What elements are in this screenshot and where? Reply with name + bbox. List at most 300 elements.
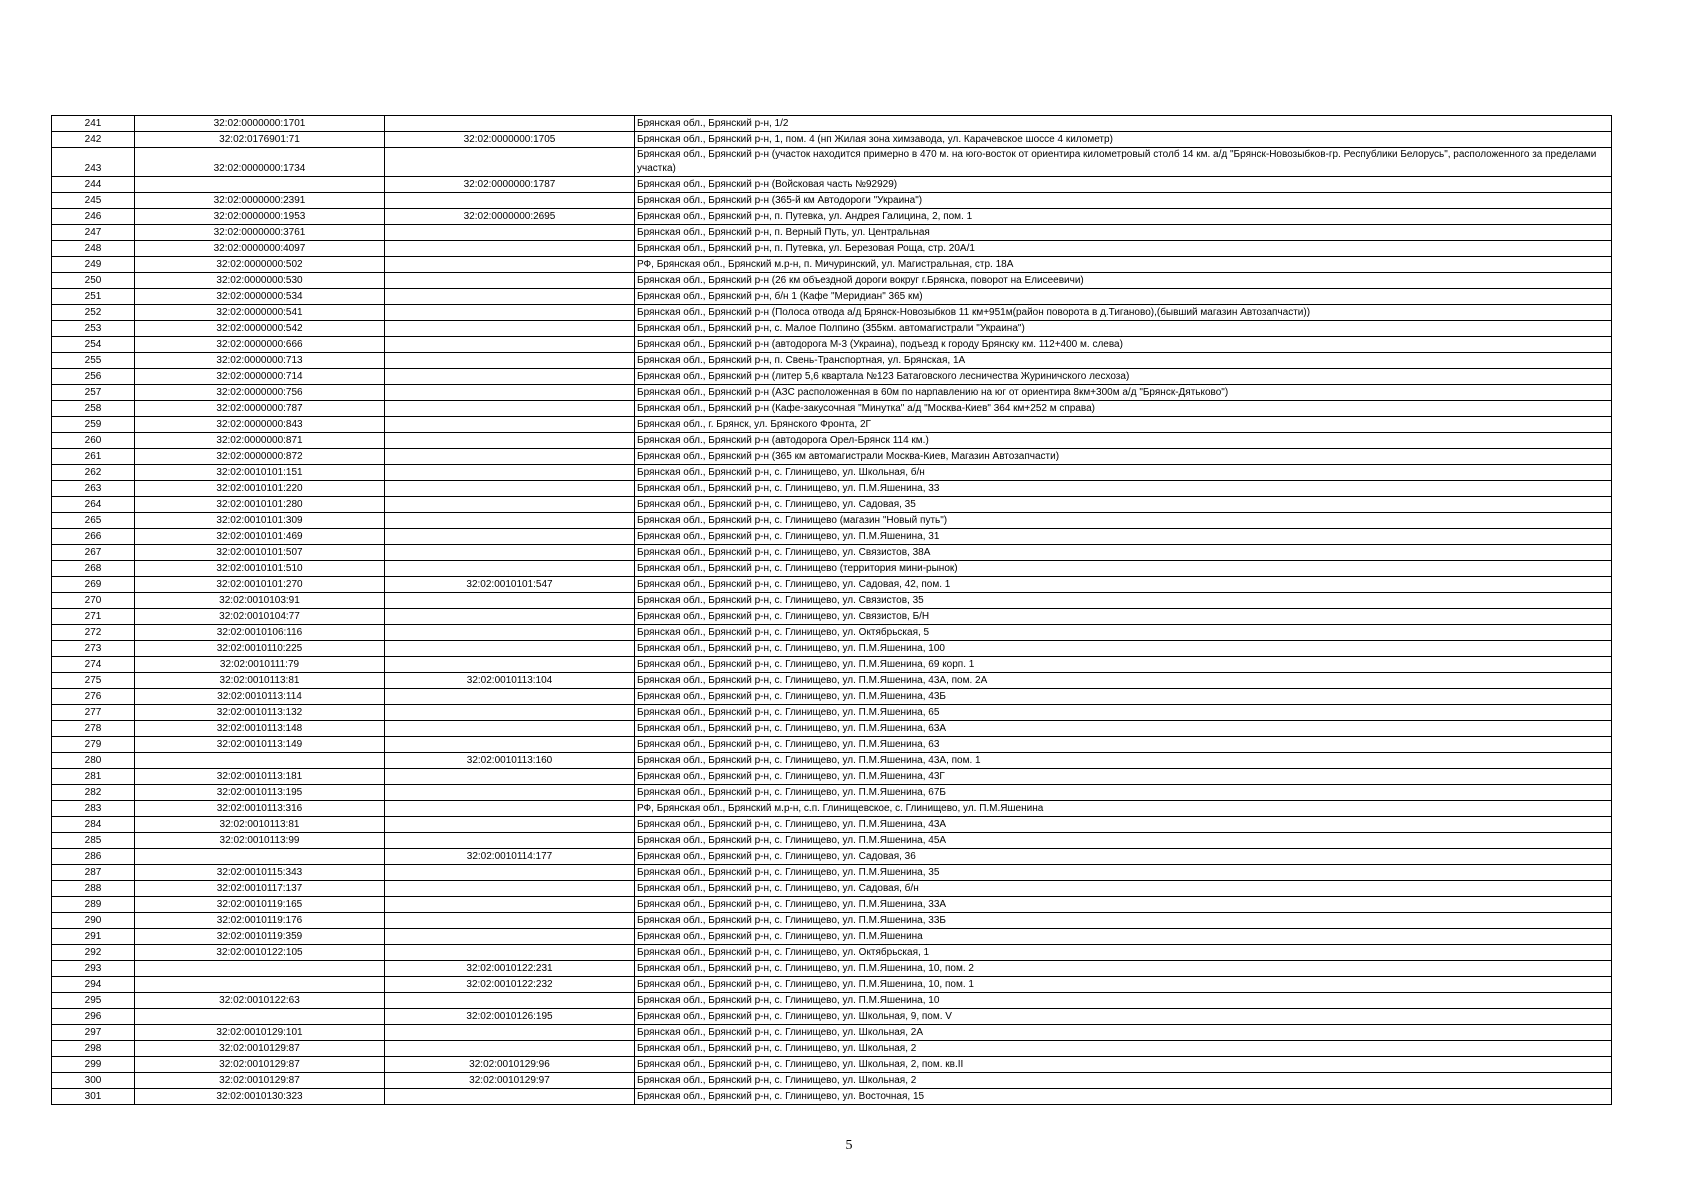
table-row (52, 241, 1612, 257)
address-cell: Брянская обл., Брянский р-н (АЗС расположенная в 60м по нарпавлению на юг от ориентира 8км+300м а/д "Брянск-Дятьково") (635, 385, 1612, 401)
cadastral-number-land (135, 1009, 385, 1025)
row-number: 268 (52, 561, 135, 577)
row-number: 292 (52, 945, 135, 961)
row-number: 301 (52, 1089, 135, 1105)
cadastral-number-land (135, 753, 385, 769)
table-row (52, 753, 1612, 769)
cadastral-number-land: 32:02:0176901:71 (135, 132, 385, 148)
address-cell: Брянская обл., Брянский р-н, с. Глинищево, ул. П.М.Яшенина, 43Г (635, 769, 1612, 785)
cadastral-number-land: 32:02:0000000:1701 (135, 116, 385, 132)
address-cell: Брянская обл., Брянский р-н (участок находится примерно в 470 м. на юго-восток от ориентира километровый столб 14 км. а/д "Брянск-Новозыбков-гр. Республики Белорусь", расположенного за пределами участка) (635, 148, 1612, 177)
cadastral-number-object (385, 321, 635, 337)
cadastral-number-object (385, 148, 635, 177)
cadastral-number-object (385, 337, 635, 353)
row-number: 258 (52, 401, 135, 417)
table-row (52, 417, 1612, 433)
row-number: 275 (52, 673, 135, 689)
row-number: 265 (52, 513, 135, 529)
cadastral-number-land: 32:02:0010113:81 (135, 817, 385, 833)
cadastral-number-land: 32:02:0000000:872 (135, 449, 385, 465)
cadastral-number-object (385, 913, 635, 929)
table-row (52, 913, 1612, 929)
row-number: 276 (52, 689, 135, 705)
address-cell: Брянская обл., Брянский р-н, с. Глинищево, ул. П.М.Яшенина, 10 (635, 993, 1612, 1009)
row-number: 299 (52, 1057, 135, 1073)
cadastral-number-object (385, 705, 635, 721)
table-row (52, 257, 1612, 273)
row-number: 272 (52, 625, 135, 641)
cadastral-number-object (385, 257, 635, 273)
table-row (52, 353, 1612, 369)
cadastral-number-land: 32:02:0000000:542 (135, 321, 385, 337)
cadastral-number-object: 32:02:0010129:97 (385, 1073, 635, 1089)
cadastral-number-land: 32:02:0010113:181 (135, 769, 385, 785)
address-cell: Брянская обл., Брянский р-н, с. Глинищево, ул. Восточная, 15 (635, 1089, 1612, 1105)
address-cell: Брянская обл., Брянский р-н, с. Глинищево, ул. Садовая, 42, пом. 1 (635, 577, 1612, 593)
address-cell: Брянская обл., Брянский р-н (литер 5,6 квартала №123 Батаговского лесничества Журиничского лесхоза) (635, 369, 1612, 385)
table-row (52, 929, 1612, 945)
cadastral-number-object: 32:02:0000000:2695 (385, 209, 635, 225)
cadastral-number-land: 32:02:0010122:105 (135, 945, 385, 961)
cadastral-number-land: 32:02:0000000:534 (135, 289, 385, 305)
cadastral-number-land (135, 177, 385, 193)
cadastral-number-object (385, 401, 635, 417)
cadastral-number-land: 32:02:0010113:149 (135, 737, 385, 753)
cadastral-number-land (135, 849, 385, 865)
cadastral-number-land: 32:02:0000000:871 (135, 433, 385, 449)
cadastral-number-object (385, 241, 635, 257)
address-cell: Брянская обл., Брянский р-н, с. Глинищево, ул. П.М.Яшенина, 100 (635, 641, 1612, 657)
table-row (52, 833, 1612, 849)
cadastral-number-land: 32:02:0010119:359 (135, 929, 385, 945)
row-number: 253 (52, 321, 135, 337)
table-row (52, 657, 1612, 673)
table-row (52, 593, 1612, 609)
table-row (52, 529, 1612, 545)
cadastral-number-object (385, 737, 635, 753)
address-cell: Брянская обл., Брянский р-н, п. Путевка, ул. Березовая Роща, стр. 20А/1 (635, 241, 1612, 257)
table-body (52, 116, 1612, 1105)
row-number: 297 (52, 1025, 135, 1041)
row-number: 241 (52, 116, 135, 132)
table-row (52, 545, 1612, 561)
cadastral-number-object (385, 817, 635, 833)
cadastral-number-object (385, 353, 635, 369)
cadastral-number-land: 32:02:0010104:77 (135, 609, 385, 625)
table-row (52, 225, 1612, 241)
cadastral-number-object: 32:02:0010101:547 (385, 577, 635, 593)
cadastral-number-object (385, 625, 635, 641)
row-number: 244 (52, 177, 135, 193)
row-number: 248 (52, 241, 135, 257)
address-cell: Брянская обл., Брянский р-н, с. Глинищево, ул. Школьная, 9, пом. V (635, 1009, 1612, 1025)
cadastral-number-land: 32:02:0000000:714 (135, 369, 385, 385)
cadastral-number-land: 32:02:0010101:151 (135, 465, 385, 481)
row-number: 263 (52, 481, 135, 497)
cadastral-number-object: 32:02:0010113:160 (385, 753, 635, 769)
cadastral-number-object (385, 289, 635, 305)
cadastral-number-object (385, 865, 635, 881)
table-row (52, 193, 1612, 209)
table-row (52, 289, 1612, 305)
address-cell: Брянская обл., Брянский р-н, с. Глинищево, ул. П.М.Яшенина, 43А, пом. 2А (635, 673, 1612, 689)
address-cell: Брянская обл., Брянский р-н (26 км объездной дороги вокруг г.Брянска, поворот на Елисеевичи) (635, 273, 1612, 289)
table-row (52, 897, 1612, 913)
table-row (52, 705, 1612, 721)
cadastral-number-land: 32:02:0010113:99 (135, 833, 385, 849)
table-row (52, 689, 1612, 705)
address-cell: Брянская обл., Брянский р-н, п. Путевка, ул. Андрея Галицина, 2, пом. 1 (635, 209, 1612, 225)
cadastral-number-object (385, 225, 635, 241)
cadastral-number-object: 32:02:0010113:104 (385, 673, 635, 689)
row-number: 283 (52, 801, 135, 817)
cadastral-number-object (385, 465, 635, 481)
cadastral-number-land: 32:02:0010129:87 (135, 1041, 385, 1057)
table-row (52, 817, 1612, 833)
address-cell: Брянская обл., Брянский р-н (365-й км Автодороги "Украина") (635, 193, 1612, 209)
cadastral-number-land: 32:02:0010101:309 (135, 513, 385, 529)
cadastral-number-land: 32:02:0010117:137 (135, 881, 385, 897)
row-number: 296 (52, 1009, 135, 1025)
address-cell: Брянская обл., Брянский р-н, с. Глинищево, ул. Школьная, 2А (635, 1025, 1612, 1041)
address-cell: Брянская обл., Брянский р-н (Кафе-закусочная "Минутка" а/д "Москва-Киев" 364 км+252 м справа) (635, 401, 1612, 417)
cadastral-number-land: 32:02:0010113:81 (135, 673, 385, 689)
table-row (52, 305, 1612, 321)
row-number: 261 (52, 449, 135, 465)
address-cell: Брянская обл., Брянский р-н, с. Глинищево, ул. П.М.Яшенина, 33Б (635, 913, 1612, 929)
table-row (52, 148, 1612, 177)
row-number: 293 (52, 961, 135, 977)
table-row (52, 1025, 1612, 1041)
row-number: 250 (52, 273, 135, 289)
table-row (52, 273, 1612, 289)
address-cell: Брянская обл., Брянский р-н, с. Глинищево, ул. П.М.Яшенина, 33А (635, 897, 1612, 913)
row-number: 249 (52, 257, 135, 273)
table-row (52, 737, 1612, 753)
cadastral-number-land: 32:02:0010129:87 (135, 1073, 385, 1089)
cadastral-number-object (385, 561, 635, 577)
address-cell: Брянская обл., Брянский р-н (Войсковая часть №92929) (635, 177, 1612, 193)
cadastral-number-land: 32:02:0010113:132 (135, 705, 385, 721)
table-row (52, 769, 1612, 785)
table-row (52, 577, 1612, 593)
row-number: 245 (52, 193, 135, 209)
cadastral-number-land: 32:02:0010119:165 (135, 897, 385, 913)
cadastral-number-object (385, 929, 635, 945)
table-row (52, 673, 1612, 689)
cadastral-number-land: 32:02:0000000:1734 (135, 148, 385, 177)
cadastral-number-land: 32:02:0010122:63 (135, 993, 385, 1009)
cadastral-number-object (385, 1041, 635, 1057)
table-row (52, 209, 1612, 225)
table-row (52, 481, 1612, 497)
table-row (52, 961, 1612, 977)
row-number: 257 (52, 385, 135, 401)
address-cell: Брянская обл., Брянский р-н, с. Глинищево, ул. П.М.Яшенина, 63А (635, 721, 1612, 737)
row-number: 294 (52, 977, 135, 993)
row-number: 264 (52, 497, 135, 513)
table-row (52, 433, 1612, 449)
address-cell: Брянская обл., Брянский р-н, с. Глинищево, ул. Школьная, 2, пом. кв.II (635, 1057, 1612, 1073)
table-row (52, 1073, 1612, 1089)
cadastral-number-object (385, 116, 635, 132)
cadastral-number-object (385, 385, 635, 401)
cadastral-number-land: 32:02:0010101:507 (135, 545, 385, 561)
table-row (52, 625, 1612, 641)
address-cell: Брянская обл., Брянский р-н, с. Глинищево, ул. Садовая, 35 (635, 497, 1612, 513)
cadastral-number-object (385, 657, 635, 673)
cadastral-number-land: 32:02:0000000:843 (135, 417, 385, 433)
table-row (52, 801, 1612, 817)
table-row (52, 1089, 1612, 1105)
address-cell: Брянская обл., Брянский р-н, 1/2 (635, 116, 1612, 132)
row-number: 242 (52, 132, 135, 148)
cadastral-number-land: 32:02:0010113:195 (135, 785, 385, 801)
address-cell: Брянская обл., Брянский р-н, с. Глинищево, ул. П.М.Яшенина, 10, пом. 2 (635, 961, 1612, 977)
cadastral-number-land: 32:02:0010101:510 (135, 561, 385, 577)
cadastral-number-object (385, 881, 635, 897)
cadastral-number-land: 32:02:0010129:87 (135, 1057, 385, 1073)
cadastral-number-land: 32:02:0010110:225 (135, 641, 385, 657)
cadastral-number-land: 32:02:0000000:1953 (135, 209, 385, 225)
cadastral-number-land: 32:02:0000000:4097 (135, 241, 385, 257)
address-cell: Брянская обл., Брянский р-н, с. Глинищево, ул. П.М.Яшенина, 10, пом. 1 (635, 977, 1612, 993)
address-cell: Брянская обл., Брянский р-н, с. Глинищево, ул. П.М.Яшенина, 43А (635, 817, 1612, 833)
row-number: 254 (52, 337, 135, 353)
address-cell: Брянская обл., Брянский р-н (365 км автомагистрали Москва-Киев, Магазин Автозапчасти) (635, 449, 1612, 465)
table-row (52, 865, 1612, 881)
cadastral-number-land: 32:02:0010129:101 (135, 1025, 385, 1041)
table-row (52, 513, 1612, 529)
row-number: 286 (52, 849, 135, 865)
cadastral-number-object: 32:02:0000000:1787 (385, 177, 635, 193)
row-number: 251 (52, 289, 135, 305)
address-cell: Брянская обл., Брянский р-н, с. Глинищево, ул. П.М.Яшенина, 43Б (635, 689, 1612, 705)
address-cell: Брянская обл., Брянский р-н, с. Глинищево (территория мини-рынок) (635, 561, 1612, 577)
cadastral-number-object (385, 801, 635, 817)
table-row (52, 849, 1612, 865)
cadastral-table (51, 115, 1612, 1105)
cadastral-number-object: 32:02:0010114:177 (385, 849, 635, 865)
row-number: 280 (52, 753, 135, 769)
table-row (52, 465, 1612, 481)
row-number: 262 (52, 465, 135, 481)
address-cell: Брянская обл., Брянский р-н, с. Глинищево (магазин "Новый путь") (635, 513, 1612, 529)
row-number: 271 (52, 609, 135, 625)
cadastral-number-object (385, 529, 635, 545)
row-number: 273 (52, 641, 135, 657)
cadastral-number-object (385, 481, 635, 497)
cadastral-number-object (385, 193, 635, 209)
table-row (52, 337, 1612, 353)
row-number: 288 (52, 881, 135, 897)
cadastral-number-object: 32:02:0010122:231 (385, 961, 635, 977)
row-number: 279 (52, 737, 135, 753)
cadastral-number-object (385, 369, 635, 385)
cadastral-number-object (385, 433, 635, 449)
cadastral-number-object (385, 593, 635, 609)
row-number: 290 (52, 913, 135, 929)
cadastral-number-object (385, 993, 635, 1009)
table-row (52, 132, 1612, 148)
table-row (52, 369, 1612, 385)
row-number: 259 (52, 417, 135, 433)
cadastral-number-land: 32:02:0000000:713 (135, 353, 385, 369)
cadastral-number-land: 32:02:0010111:79 (135, 657, 385, 673)
row-number: 287 (52, 865, 135, 881)
address-cell: Брянская обл., Брянский р-н, 1, пом. 4 (нп Жилая зона химзавода, ул. Карачевское шоссе 4 километр) (635, 132, 1612, 148)
row-number: 289 (52, 897, 135, 913)
row-number: 285 (52, 833, 135, 849)
cadastral-number-land: 32:02:0010101:270 (135, 577, 385, 593)
table-row (52, 1009, 1612, 1025)
address-cell: Брянская обл., Брянский р-н, с. Глинищево, ул. Связистов, 35 (635, 593, 1612, 609)
row-number: 300 (52, 1073, 135, 1089)
address-cell: Брянская обл., Брянский р-н (Полоса отвода а/д Брянск-Новозыбков 11 км+951м(район поворота в д.Тиганово),(бывший магазин Автозапчасти)) (635, 305, 1612, 321)
row-number: 298 (52, 1041, 135, 1057)
cadastral-number-land: 32:02:0010101:220 (135, 481, 385, 497)
address-cell: РФ, Брянская обл., Брянский м.р-н, с.п. Глинищевское, с. Глинищево, ул. П.М.Яшенина (635, 801, 1612, 817)
table-row (52, 977, 1612, 993)
table-row (52, 609, 1612, 625)
table-row (52, 116, 1612, 132)
row-number: 270 (52, 593, 135, 609)
cadastral-number-object (385, 497, 635, 513)
cadastral-number-land: 32:02:0000000:3761 (135, 225, 385, 241)
row-number: 291 (52, 929, 135, 945)
cadastral-number-object: 32:02:0010122:232 (385, 977, 635, 993)
table-row (52, 401, 1612, 417)
table-row (52, 945, 1612, 961)
row-number: 274 (52, 657, 135, 673)
address-cell: Брянская обл., Брянский р-н, с. Глинищево, ул. Связистов, 38А (635, 545, 1612, 561)
cadastral-number-object: 32:02:0010129:96 (385, 1057, 635, 1073)
row-number: 255 (52, 353, 135, 369)
address-cell: Брянская обл., Брянский р-н, с. Глинищево, ул. Садовая, б/н (635, 881, 1612, 897)
cadastral-number-land: 32:02:0010130:323 (135, 1089, 385, 1105)
table-row (52, 1041, 1612, 1057)
address-cell: Брянская обл., Брянский р-н, с. Глинищево, ул. Октябрьская, 5 (635, 625, 1612, 641)
table-row (52, 1057, 1612, 1073)
row-number: 247 (52, 225, 135, 241)
cadastral-number-object (385, 1089, 635, 1105)
cadastral-number-land (135, 977, 385, 993)
cadastral-number-land: 32:02:0000000:666 (135, 337, 385, 353)
cadastral-number-land: 32:02:0010106:116 (135, 625, 385, 641)
cadastral-number-land: 32:02:0000000:541 (135, 305, 385, 321)
row-number: 295 (52, 993, 135, 1009)
address-cell: Брянская обл., Брянский р-н, с. Глинищево, ул. П.М.Яшенина, 67Б (635, 785, 1612, 801)
cadastral-number-land: 32:02:0010113:148 (135, 721, 385, 737)
cadastral-number-land (135, 961, 385, 977)
table-row (52, 497, 1612, 513)
address-cell: Брянская обл., Брянский р-н, с. Глинищево, ул. Связистов, Б/Н (635, 609, 1612, 625)
row-number: 256 (52, 369, 135, 385)
row-number: 260 (52, 433, 135, 449)
cadastral-number-object (385, 609, 635, 625)
cadastral-number-land: 32:02:0000000:2391 (135, 193, 385, 209)
row-number: 246 (52, 209, 135, 225)
row-number: 243 (52, 148, 135, 177)
table-row (52, 385, 1612, 401)
cadastral-number-object (385, 417, 635, 433)
cadastral-number-object (385, 689, 635, 705)
table-row (52, 641, 1612, 657)
cadastral-number-land: 32:02:0010119:176 (135, 913, 385, 929)
address-cell: Брянская обл., Брянский р-н, б/н 1 (Кафе "Меридиан" 365 км) (635, 289, 1612, 305)
cadastral-number-land: 32:02:0010103:91 (135, 593, 385, 609)
cadastral-number-land: 32:02:0000000:502 (135, 257, 385, 273)
table-row (52, 561, 1612, 577)
address-cell: Брянская обл., Брянский р-н, с. Глинищево, ул. П.М.Яшенина, 35 (635, 865, 1612, 881)
cadastral-number-object (385, 513, 635, 529)
cadastral-number-object (385, 833, 635, 849)
row-number: 282 (52, 785, 135, 801)
address-cell: РФ, Брянская обл., Брянский м.р-н, п. Мичуринский, ул. Магистральная, стр. 18А (635, 257, 1612, 273)
cadastral-number-object (385, 449, 635, 465)
cadastral-number-land: 32:02:0010115:343 (135, 865, 385, 881)
address-cell: Брянская обл., Брянский р-н, с. Глинищево, ул. Школьная, б/н (635, 465, 1612, 481)
cadastral-number-object (385, 273, 635, 289)
page-number: 5 (845, 1138, 853, 1153)
address-cell: Брянская обл., Брянский р-н (автодорога Орел-Брянск 114 км.) (635, 433, 1612, 449)
address-cell: Брянская обл., Брянский р-н, с. Глинищево, ул. П.М.Яшенина, 65 (635, 705, 1612, 721)
cadastral-number-object (385, 769, 635, 785)
address-cell: Брянская обл., Брянский р-н, с. Глинищево, ул. П.М.Яшенина (635, 929, 1612, 945)
table-row (52, 993, 1612, 1009)
cadastral-number-object (385, 785, 635, 801)
table-row (52, 177, 1612, 193)
cadastral-number-land: 32:02:0010113:114 (135, 689, 385, 705)
cadastral-number-object: 32:02:0010126:195 (385, 1009, 635, 1025)
row-number: 252 (52, 305, 135, 321)
address-cell: Брянская обл., Брянский р-н, с. Глинищево, ул. П.М.Яшенина, 69 корп. 1 (635, 657, 1612, 673)
address-cell: Брянская обл., Брянский р-н, с. Глинищево, ул. Школьная, 2 (635, 1073, 1612, 1089)
cadastral-number-land: 32:02:0010113:316 (135, 801, 385, 817)
address-cell: Брянская обл., Брянский р-н, с. Глинищево, ул. Октябрьская, 1 (635, 945, 1612, 961)
table-row (52, 449, 1612, 465)
row-number: 267 (52, 545, 135, 561)
address-cell: Брянская обл., г. Брянск, ул. Брянского Фронта, 2Г (635, 417, 1612, 433)
row-number: 281 (52, 769, 135, 785)
address-cell: Брянская обл., Брянский р-н, с. Глинищево, ул. П.М.Яшенина, 43А, пом. 1 (635, 753, 1612, 769)
cadastral-number-object (385, 641, 635, 657)
row-number: 269 (52, 577, 135, 593)
address-cell: Брянская обл., Брянский р-н, с. Глинищево, ул. П.М.Яшенина, 31 (635, 529, 1612, 545)
cadastral-number-land: 32:02:0000000:530 (135, 273, 385, 289)
row-number: 278 (52, 721, 135, 737)
cadastral-number-object (385, 545, 635, 561)
address-cell: Брянская обл., Брянский р-н, с. Глинищево, ул. П.М.Яшенина, 63 (635, 737, 1612, 753)
address-cell: Брянская обл., Брянский р-н, п. Верный Путь, ул. Центральная (635, 225, 1612, 241)
cadastral-number-object (385, 945, 635, 961)
table-row (52, 785, 1612, 801)
cadastral-number-land: 32:02:0010101:280 (135, 497, 385, 513)
address-cell: Брянская обл., Брянский р-н, п. Свень-Транспортная, ул. Брянская, 1А (635, 353, 1612, 369)
cadastral-number-object: 32:02:0000000:1705 (385, 132, 635, 148)
cadastral-number-land: 32:02:0000000:787 (135, 401, 385, 417)
row-number: 266 (52, 529, 135, 545)
cadastral-number-object (385, 1025, 635, 1041)
address-cell: Брянская обл., Брянский р-н (автодорога М-3 (Украина), подъезд к городу Брянску км. 112+400 м. слева) (635, 337, 1612, 353)
address-cell: Брянская обл., Брянский р-н, с. Глинищево, ул. П.М.Яшенина, 33 (635, 481, 1612, 497)
row-number: 277 (52, 705, 135, 721)
row-number: 284 (52, 817, 135, 833)
cadastral-number-object (385, 305, 635, 321)
address-cell: Брянская обл., Брянский р-н, с. Глинищево, ул. Садовая, 36 (635, 849, 1612, 865)
address-cell: Брянская обл., Брянский р-н, с. Глинищево, ул. Школьная, 2 (635, 1041, 1612, 1057)
table-row (52, 881, 1612, 897)
